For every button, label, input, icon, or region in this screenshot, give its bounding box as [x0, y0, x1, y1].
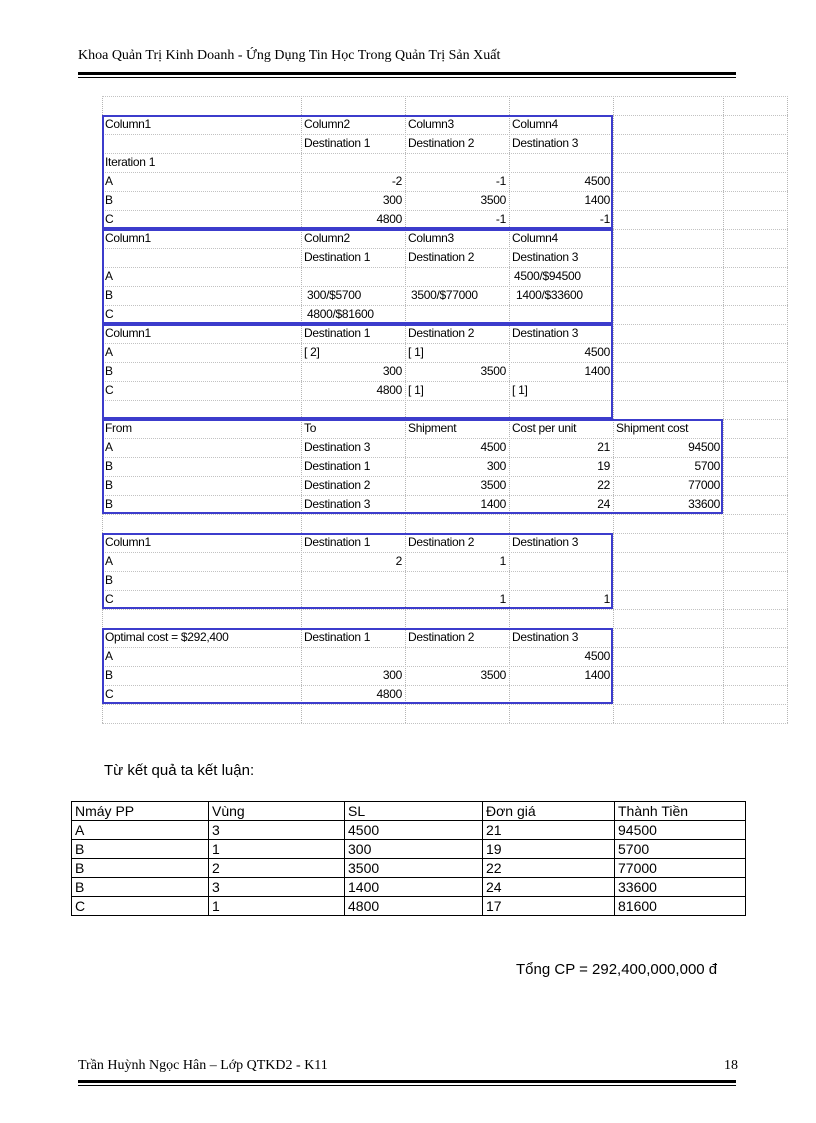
t1-iteration-label: Iteration 1 [105, 155, 156, 169]
t4-cost-per-unit: 19 [597, 459, 610, 473]
t5-cell: 1 [499, 554, 506, 568]
t4-to: Destination 3 [304, 440, 371, 454]
t3-cell: 1400 [584, 364, 610, 378]
t1-subheader-d2: Destination 2 [408, 136, 475, 150]
t5-cell: 1 [603, 592, 610, 606]
total-cost: Tổng CP = 292,400,000,000 đ [516, 961, 718, 978]
t3-cell: 3500 [480, 364, 506, 378]
page-header: Khoa Quản Trị Kinh Doanh - Ứng Dụng Tin Học Trong Quản Trị Sản Xuất [78, 48, 501, 63]
t4-from: B [105, 497, 113, 511]
result-header: Thành Tiền [615, 802, 746, 821]
header-rule [78, 72, 736, 75]
t2-subheader-d2: Destination 2 [408, 250, 475, 264]
result-cell: 3 [209, 878, 345, 897]
result-cell: 22 [483, 859, 615, 878]
t4-shipment: 4500 [480, 440, 506, 454]
t5-header-d2: Destination 2 [408, 535, 475, 549]
grid-line [102, 514, 788, 515]
t4-shipment-cost: 94500 [688, 440, 720, 454]
spreadsheet-region [102, 96, 788, 723]
result-cell: 1 [209, 897, 345, 916]
t5-row-label: A [105, 554, 113, 568]
result-cell: 4500 [345, 821, 483, 840]
grid-line [102, 704, 788, 705]
t4-header-shipment-cost: Shipment cost [616, 421, 689, 435]
t2-header-col1: Column1 [105, 231, 151, 245]
t1-subheader-d1: Destination 1 [304, 136, 371, 150]
t6-cell: 300 [382, 668, 402, 682]
t6-optimal-cost: Optimal cost = $292,400 [105, 630, 229, 644]
t1-row-label: B [105, 193, 113, 207]
t5-cell: 1 [499, 592, 506, 606]
t4-to: Destination 3 [304, 497, 371, 511]
result-cell: B [72, 878, 209, 897]
t3-cell: [ 1] [408, 345, 424, 359]
t1-cell: 1400 [584, 193, 610, 207]
t3-cell: [ 1] [408, 383, 424, 397]
t5-header-d3: Destination 3 [512, 535, 579, 549]
t6-cell: 4800 [376, 687, 402, 701]
t1-row-label: A [105, 174, 113, 188]
conclusion-text: Từ kết quả ta kết luận: [104, 762, 255, 779]
result-cell: 1 [209, 840, 345, 859]
t4-cost-per-unit: 22 [597, 478, 610, 492]
t1-header-col1: Column1 [105, 117, 151, 131]
result-cell: 21 [483, 821, 615, 840]
t4-from: A [105, 440, 113, 454]
t6-header-d1: Destination 1 [304, 630, 371, 644]
t4-shipment: 1400 [480, 497, 506, 511]
footer-rule [78, 1080, 736, 1083]
footer-author: Trần Huỳnh Ngọc Hân – Lớp QTKD2 - K11 [78, 1058, 328, 1073]
t4-header-shipment: Shipment [408, 421, 457, 435]
t1-cell: -2 [391, 174, 402, 188]
t4-cost-per-unit: 21 [597, 440, 610, 454]
t2-header-col2: Column2 [304, 231, 350, 245]
result-cell: 17 [483, 897, 615, 916]
t4-shipment: 300 [486, 459, 506, 473]
page-number: 18 [724, 1058, 738, 1073]
t1-row-label: C [105, 212, 114, 226]
t2-row-label: A [105, 269, 113, 283]
result-header: Vùng [209, 802, 345, 821]
table-row [72, 859, 746, 878]
result-cell: 3500 [345, 859, 483, 878]
result-cell: 1400 [345, 878, 483, 897]
t5-header-col1: Column1 [105, 535, 151, 549]
t2-header-col4: Column4 [512, 231, 558, 245]
table-row [72, 897, 746, 916]
result-cell: 77000 [615, 859, 746, 878]
t1-cell: -1 [495, 212, 506, 226]
t1-header-col3: Column3 [408, 117, 454, 131]
t5-cell: 2 [395, 554, 402, 568]
t6-row-label: C [105, 687, 114, 701]
t5-header-d1: Destination 1 [304, 535, 371, 549]
result-cell: A [72, 821, 209, 840]
t2-subheader-d3: Destination 3 [512, 250, 579, 264]
t4-from: B [105, 478, 113, 492]
t2-subheader-d1: Destination 1 [304, 250, 371, 264]
result-cell: 81600 [615, 897, 746, 916]
result-header: Nmáy PP [72, 802, 209, 821]
result-cell: 4800 [345, 897, 483, 916]
t6-cell: 3500 [480, 668, 506, 682]
t1-cell: 4500 [584, 174, 610, 188]
t2-cell: 4500/$94500 [514, 269, 581, 283]
t5-row-label: B [105, 573, 113, 587]
t3-cell: 4800 [376, 383, 402, 397]
t1-cell: -1 [599, 212, 610, 226]
table-row [72, 878, 746, 897]
result-cell: 5700 [615, 840, 746, 859]
header-rule-thin [78, 77, 736, 78]
t1-cell: 3500 [480, 193, 506, 207]
result-cell: 300 [345, 840, 483, 859]
t6-cell: 1400 [584, 668, 610, 682]
t4-shipment: 3500 [480, 478, 506, 492]
result-table [71, 801, 746, 916]
result-header-row [72, 802, 746, 821]
t4-to: Destination 2 [304, 478, 371, 492]
page-footer [78, 1058, 738, 1078]
result-header: Đơn giá [483, 802, 615, 821]
t1-cell: 4800 [376, 212, 402, 226]
result-header: SL [345, 802, 483, 821]
t4-header-to: To [304, 421, 317, 435]
t1-header-col4: Column4 [512, 117, 558, 131]
t2-cell: 4800/$81600 [307, 307, 374, 321]
result-cell: 33600 [615, 878, 746, 897]
t3-cell: 4500 [584, 345, 610, 359]
t3-header-d3: Destination 3 [512, 326, 579, 340]
t4-shipment-cost: 5700 [694, 459, 720, 473]
t2-row-label: B [105, 288, 113, 302]
t1-cell: 300 [382, 193, 402, 207]
t3-header-d1: Destination 1 [304, 326, 371, 340]
t1-subheader-d3: Destination 3 [512, 136, 579, 150]
result-cell: 94500 [615, 821, 746, 840]
result-cell: 24 [483, 878, 615, 897]
grid-line [102, 723, 788, 724]
table-row [72, 821, 746, 840]
t6-cell: 4500 [584, 649, 610, 663]
t4-cost-per-unit: 24 [597, 497, 610, 511]
t4-header-from: From [105, 421, 132, 435]
result-cell: C [72, 897, 209, 916]
table-row [72, 840, 746, 859]
t2-row-label: C [105, 307, 114, 321]
t3-cell: [ 2] [304, 345, 320, 359]
t3-cell: 300 [382, 364, 402, 378]
t6-row-label: B [105, 668, 113, 682]
t2-cell: 1400/$33600 [516, 288, 583, 302]
t4-to: Destination 1 [304, 459, 371, 473]
t3-header-d2: Destination 2 [408, 326, 475, 340]
t4-shipment-cost: 77000 [688, 478, 720, 492]
t1-header-col2: Column2 [304, 117, 350, 131]
t3-row-label: B [105, 364, 113, 378]
result-cell: B [72, 859, 209, 878]
result-cell: 2 [209, 859, 345, 878]
t6-header-d3: Destination 3 [512, 630, 579, 644]
t4-header-cost-per-unit: Cost per unit [512, 421, 577, 435]
footer-rule-thin [78, 1085, 736, 1086]
t6-row-label: A [105, 649, 113, 663]
t3-cell: [ 1] [512, 383, 528, 397]
grid-line [102, 609, 788, 610]
t2-cell: 3500/$77000 [411, 288, 478, 302]
result-cell: 19 [483, 840, 615, 859]
t3-row-label: C [105, 383, 114, 397]
t4-from: B [105, 459, 113, 473]
t1-cell: -1 [495, 174, 506, 188]
result-cell: 3 [209, 821, 345, 840]
t6-header-d2: Destination 2 [408, 630, 475, 644]
t4-shipment-cost: 33600 [688, 497, 720, 511]
t3-row-label: A [105, 345, 113, 359]
t3-header-col1: Column1 [105, 326, 151, 340]
result-cell: B [72, 840, 209, 859]
grid-line [102, 96, 788, 97]
t2-cell: 300/$5700 [307, 288, 362, 302]
t2-header-col3: Column3 [408, 231, 454, 245]
t5-row-label: C [105, 592, 114, 606]
